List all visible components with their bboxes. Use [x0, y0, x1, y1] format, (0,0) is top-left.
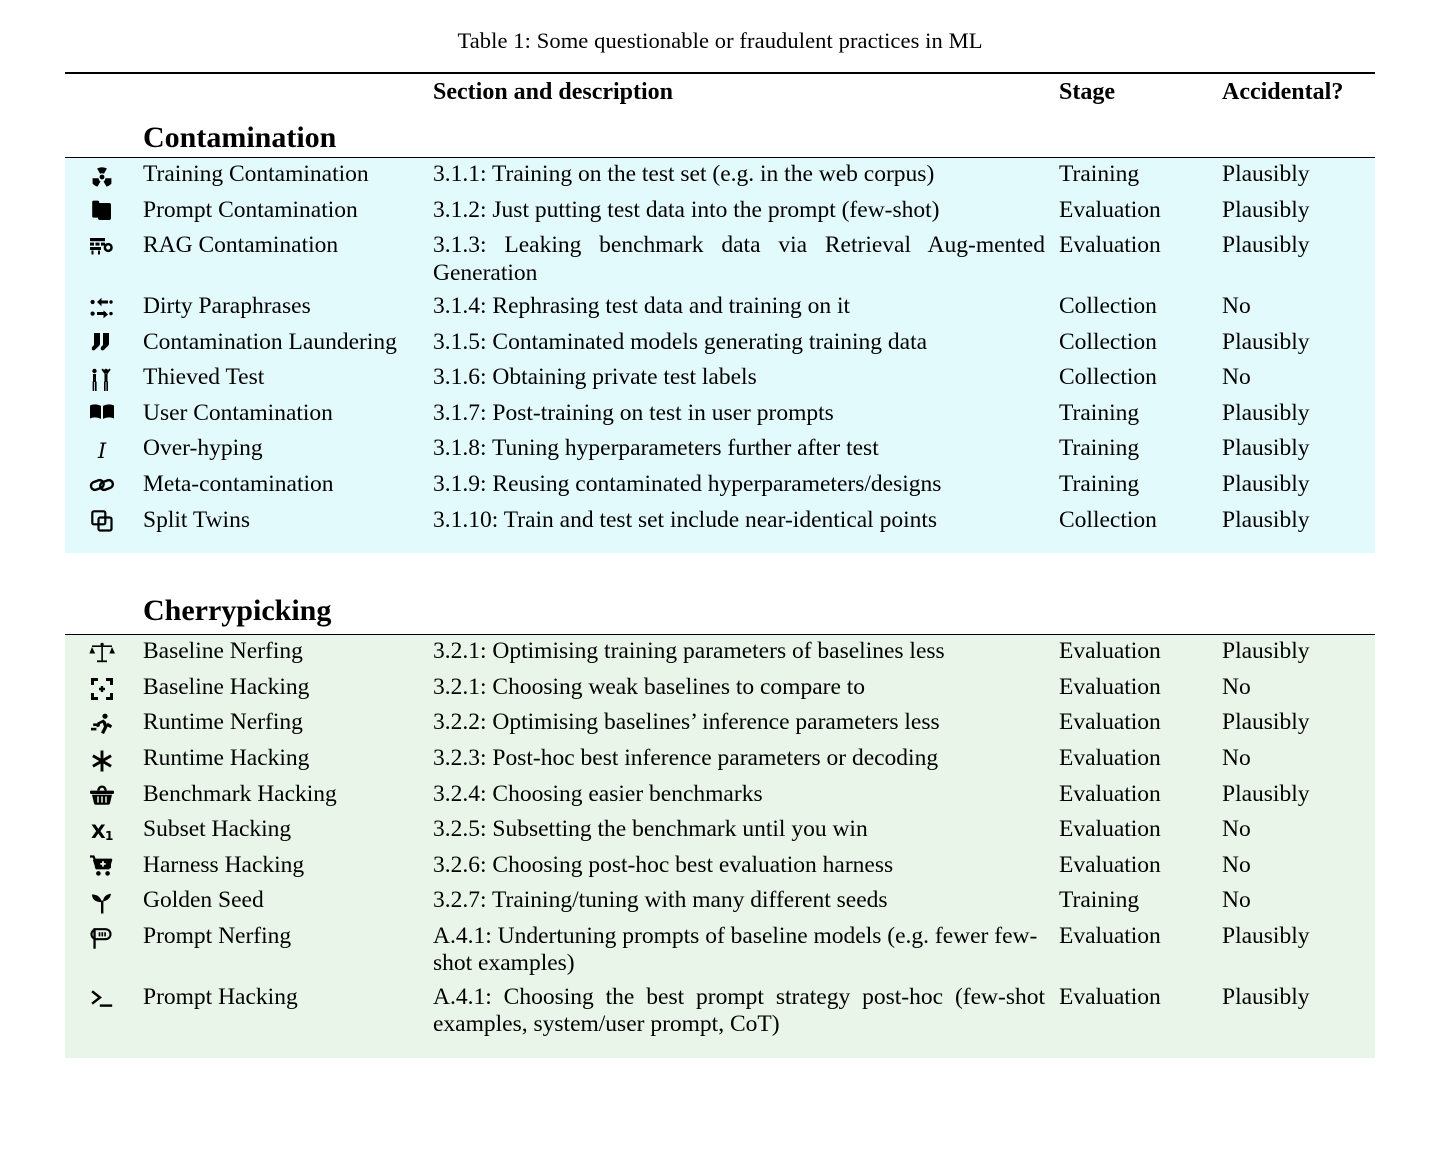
- header-row-cherrypicking: [65, 591, 1375, 634]
- practice-stage: Training: [1059, 884, 1222, 920]
- practice-description: A.4.1: Undertuning prompts of baseline models (e.g. fewer few-shot examples): [433, 920, 1059, 981]
- section-tail-fill: [65, 539, 1375, 553]
- table-row: [65, 158, 1375, 194]
- practice-accidental: Plausibly: [1222, 920, 1375, 981]
- practice-accidental: No: [1222, 742, 1375, 778]
- practice-description: 3.1.10: Train and test set include near-identical points: [433, 504, 1059, 540]
- svg-text:X: X: [91, 820, 106, 843]
- practice-description: 3.2.2: Optimising baselines’ inference parameters less: [433, 706, 1059, 742]
- socks-icon: [87, 332, 117, 358]
- header-row-contamination: [65, 74, 1375, 158]
- practice-accidental: Plausibly: [1222, 635, 1375, 671]
- row-icon-cell: [65, 920, 143, 981]
- link-icon: [87, 475, 117, 501]
- practice-description: A.4.1: Choosing the best prompt strategy post-hoc (few-shot examples, system/user prompt, CoT): [433, 981, 1059, 1042]
- row-icon-cell: [65, 849, 143, 885]
- practice-description: 3.2.1: Choosing weak baselines to compare to: [433, 671, 1059, 707]
- practice-stage: Evaluation: [1059, 706, 1222, 742]
- practice-accidental: Plausibly: [1222, 468, 1375, 504]
- practice-description: 3.1.6: Obtaining private test labels: [433, 361, 1059, 397]
- row-icon-cell: [65, 504, 143, 540]
- practice-description: 3.1.7: Post-training on test in user prompts: [433, 397, 1059, 433]
- row-icon-cell: [65, 194, 143, 230]
- practice-name: Runtime Nerfing: [143, 706, 433, 742]
- database-search-icon: [87, 236, 117, 262]
- cherrypicking-desc-spacer: [433, 591, 1059, 634]
- practice-name: Runtime Hacking: [143, 742, 433, 778]
- practice-stage: Evaluation: [1059, 742, 1222, 778]
- practice-stage: Evaluation: [1059, 778, 1222, 814]
- row-icon-cell: [65, 778, 143, 814]
- svg-text:1: 1: [105, 828, 114, 843]
- table-row: [65, 981, 1375, 1042]
- italic-icon: [87, 439, 117, 465]
- asterisk-icon: [87, 749, 117, 775]
- running-icon: [87, 713, 117, 739]
- practice-stage: Evaluation: [1059, 813, 1222, 849]
- practice-accidental: Plausibly: [1222, 706, 1375, 742]
- row-icon-cell: [65, 635, 143, 671]
- cherrypicking-stage-spacer: [1059, 591, 1222, 634]
- seedling-icon: [87, 891, 117, 917]
- cart-plus-icon: [87, 855, 117, 881]
- practice-name: Prompt Nerfing: [143, 920, 433, 981]
- table-row: [65, 742, 1375, 778]
- section-gap: [65, 553, 1375, 591]
- practices-table: [65, 72, 1375, 1058]
- table-row: [65, 432, 1375, 468]
- practice-description: 3.1.9: Reusing contaminated hyperparameters/designs: [433, 468, 1059, 504]
- radiation-icon: [87, 165, 117, 191]
- practice-stage: Evaluation: [1059, 194, 1222, 230]
- practice-accidental: No: [1222, 361, 1375, 397]
- practice-name: Harness Hacking: [143, 849, 433, 885]
- section-header-cherrypicking: [143, 591, 433, 634]
- table-row: [65, 778, 1375, 814]
- practice-description: 3.1.1: Training on the test set (e.g. in the web corpus): [433, 158, 1059, 194]
- practice-accidental: Plausibly: [1222, 397, 1375, 433]
- paste-icon: [87, 200, 117, 226]
- practice-accidental: Plausibly: [1222, 326, 1375, 362]
- practice-name: RAG Contamination: [143, 229, 433, 290]
- practice-description: 3.1.8: Tuning hyperparameters further after test: [433, 432, 1059, 468]
- basket-icon: [87, 784, 117, 810]
- table-row: [65, 361, 1375, 397]
- practice-accidental: Plausibly: [1222, 194, 1375, 230]
- table-row: [65, 397, 1375, 433]
- table-row: [65, 326, 1375, 362]
- practice-stage: Training: [1059, 432, 1222, 468]
- subscript-x-icon: [87, 820, 117, 846]
- practice-accidental: No: [1222, 813, 1375, 849]
- practice-description: 3.2.3: Post-hoc best inference parameters or decoding: [433, 742, 1059, 778]
- practice-stage: Evaluation: [1059, 920, 1222, 981]
- practice-description: 3.2.4: Choosing easier benchmarks: [433, 778, 1059, 814]
- table-row: [65, 194, 1375, 230]
- practice-name: Contamination Laundering: [143, 326, 433, 362]
- table-row: [65, 468, 1375, 504]
- practice-accidental: Plausibly: [1222, 158, 1375, 194]
- column-header-icon: [65, 74, 143, 158]
- practice-name: Baseline Hacking: [143, 671, 433, 707]
- svg-text:I: I: [97, 439, 107, 463]
- practice-name: Split Twins: [143, 504, 433, 540]
- table-row: [65, 229, 1375, 290]
- row-icon-cell: [65, 158, 143, 194]
- row-icon-cell: [65, 326, 143, 362]
- practice-name: Thieved Test: [143, 361, 433, 397]
- cherrypicking-icon-spacer: [65, 591, 143, 634]
- practice-stage: Evaluation: [1059, 229, 1222, 290]
- practice-accidental: No: [1222, 671, 1375, 707]
- practice-description: 3.1.3: Leaking benchmark data via Retrieval Aug-mented Generation: [433, 229, 1059, 290]
- table-row: [65, 813, 1375, 849]
- practice-name: Golden Seed: [143, 884, 433, 920]
- practice-name: Meta-contamination: [143, 468, 433, 504]
- practice-description: 3.2.1: Optimising training parameters of baselines less: [433, 635, 1059, 671]
- practice-description: 3.2.7: Training/tuning with many different seeds: [433, 884, 1059, 920]
- practice-stage: Collection: [1059, 290, 1222, 326]
- practice-stage: Collection: [1059, 361, 1222, 397]
- comment-flag-icon: [87, 927, 117, 953]
- row-icon-cell: [65, 397, 143, 433]
- practice-description: 3.2.6: Choosing post-hoc best evaluation harness: [433, 849, 1059, 885]
- practice-stage: Evaluation: [1059, 671, 1222, 707]
- row-icon-cell: [65, 671, 143, 707]
- scale-balance-icon: [87, 642, 117, 668]
- practice-description: 3.1.4: Rephrasing test data and training on it: [433, 290, 1059, 326]
- clone-icon: [87, 510, 117, 536]
- compress-icon: [87, 677, 117, 703]
- practice-name: Baseline Nerfing: [143, 635, 433, 671]
- terminal-icon: [87, 987, 117, 1013]
- practice-name: User Contamination: [143, 397, 433, 433]
- practice-accidental: No: [1222, 849, 1375, 885]
- section-header-contamination: [143, 74, 433, 158]
- practice-accidental: Plausibly: [1222, 504, 1375, 540]
- practice-stage: Evaluation: [1059, 849, 1222, 885]
- table-caption: Table 1: Some questionable or fraudulent practices in ML: [457, 28, 983, 53]
- row-icon-cell: [65, 742, 143, 778]
- practice-accidental: Plausibly: [1222, 432, 1375, 468]
- book-open-icon: [87, 403, 117, 429]
- table-row: [65, 920, 1375, 981]
- practice-name: Over-hyping: [143, 432, 433, 468]
- practice-stage: Training: [1059, 158, 1222, 194]
- row-icon-cell: [65, 290, 143, 326]
- section-tail-fill: [65, 1042, 1375, 1058]
- practice-name: Benchmark Hacking: [143, 778, 433, 814]
- practice-stage: Evaluation: [1059, 635, 1222, 671]
- row-icon-cell: [65, 981, 143, 1042]
- practice-stage: Collection: [1059, 504, 1222, 540]
- practice-name: Dirty Paraphrases: [143, 290, 433, 326]
- people-robbery-icon: [87, 368, 117, 394]
- practice-name: Prompt Contamination: [143, 194, 433, 230]
- column-header-accidental: Accidental?: [1222, 79, 1344, 105]
- practice-stage: Evaluation: [1059, 981, 1222, 1042]
- row-icon-cell: [65, 229, 143, 290]
- practice-stage: Collection: [1059, 326, 1222, 362]
- table-row: [65, 671, 1375, 707]
- practice-name: Prompt Hacking: [143, 981, 433, 1042]
- practice-name: Subset Hacking: [143, 813, 433, 849]
- row-icon-cell: [65, 432, 143, 468]
- practice-stage: Training: [1059, 397, 1222, 433]
- row-icon-cell: [65, 468, 143, 504]
- row-icon-cell: [65, 813, 143, 849]
- row-icon-cell: [65, 706, 143, 742]
- practice-accidental: No: [1222, 290, 1375, 326]
- practice-accidental: No: [1222, 884, 1375, 920]
- practice-stage: Training: [1059, 468, 1222, 504]
- table-row: [65, 504, 1375, 540]
- practice-name: Training Contamination: [143, 158, 433, 194]
- practice-description: 3.1.2: Just putting test data into the prompt (few-shot): [433, 194, 1059, 230]
- column-header-description: Section and description: [433, 79, 674, 105]
- column-header-stage: Stage: [1059, 79, 1115, 105]
- cherrypicking-acc-spacer: [1222, 591, 1375, 634]
- table-row: [65, 635, 1375, 671]
- table-row: [65, 290, 1375, 326]
- table-row: [65, 706, 1375, 742]
- practice-accidental: Plausibly: [1222, 778, 1375, 814]
- section-title: Contamination: [143, 121, 337, 154]
- practice-accidental: Plausibly: [1222, 229, 1375, 290]
- row-icon-cell: [65, 361, 143, 397]
- row-icon-cell: [65, 884, 143, 920]
- table-row: [65, 849, 1375, 885]
- practice-description: 3.2.5: Subsetting the benchmark until you win: [433, 813, 1059, 849]
- section-title: Cherrypicking: [143, 594, 332, 628]
- table-row: [65, 884, 1375, 920]
- practice-accidental: Plausibly: [1222, 981, 1375, 1042]
- shuffle-icon: [87, 297, 117, 323]
- practice-description: 3.1.5: Contaminated models generating training data: [433, 326, 1059, 362]
